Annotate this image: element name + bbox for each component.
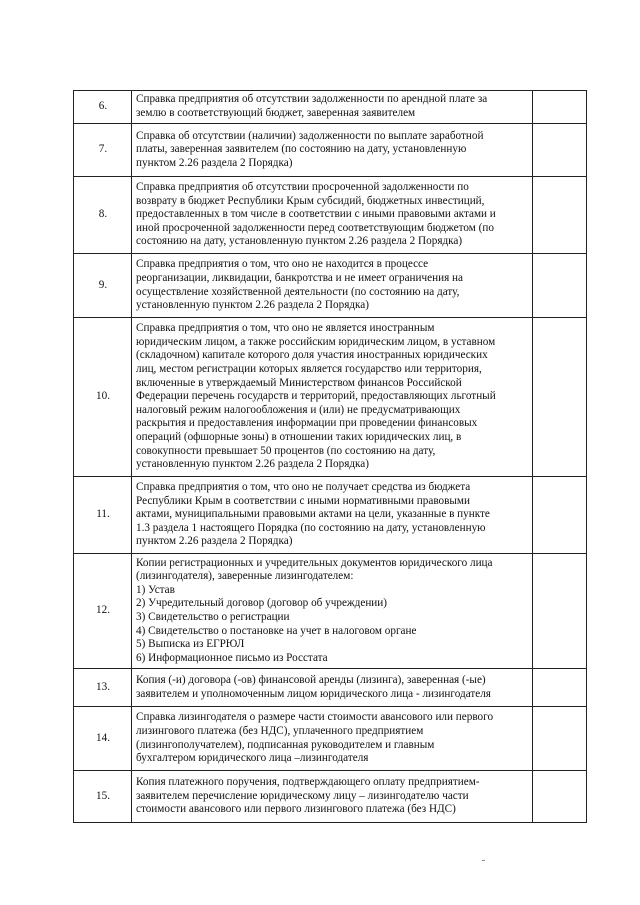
row-text-line: актами, муниципальными правовыми актами на цели, указанные в пункте xyxy=(136,508,490,521)
row-text-line: Справка предприятия о том, что оно не является иностранным xyxy=(136,322,435,335)
documents-table xyxy=(73,90,587,823)
row-text-line: Справка об отсутствии (наличии) задолженности по выплате заработной xyxy=(136,129,484,142)
table-row xyxy=(74,477,587,554)
empty-cell xyxy=(533,177,587,254)
row-text-line: лизингового платежа (без НДС), уплаченного предприятием xyxy=(136,724,424,737)
row-text-line: (складочном) капитале которого доля участия иностранных юридических xyxy=(136,349,488,362)
document-list-item: 6) Информационное письмо из Росстата xyxy=(136,651,328,664)
row-text xyxy=(132,318,533,477)
row-text-line: иной просроченной задолженности перед соответствующим бюджетом (по xyxy=(136,221,494,234)
row-text xyxy=(132,91,533,124)
table-row xyxy=(74,177,587,254)
row-text xyxy=(132,124,533,177)
document-list-item: 5) Выписка из ЕГРЮЛ xyxy=(136,638,245,651)
row-text xyxy=(132,669,533,707)
document-list-item: 3) Свидетельство о регистрации xyxy=(136,611,290,623)
row-text-line: платы, заверенная заявителем (по состоянию на дату, установленную xyxy=(136,143,467,156)
document-list-item: 4) Свидетельство о постановке на учет в налоговом органе xyxy=(136,624,417,637)
row-number: 12. xyxy=(74,554,132,669)
row-text-line: Справка предприятия об отсутствии просроченной задолженности по xyxy=(136,181,469,194)
document-list-item: 2) Учредительный договор (договор об учреждении) xyxy=(136,597,388,610)
empty-cell xyxy=(533,554,587,669)
row-text xyxy=(132,477,533,554)
row-text-line: стоимости авансового или первого лизингового платежа (без НДС) xyxy=(136,803,456,816)
table-row xyxy=(74,124,587,177)
row-text xyxy=(132,177,533,254)
row-text-line: Справка предприятия об отсутствии задолженности по арендной плате за xyxy=(136,93,488,106)
row-text-line: Копии регистрационных и учредительных документов юридического лица xyxy=(136,556,493,569)
row-text-line: установленную пунктом 2.26 раздела 2 Порядка) xyxy=(136,458,369,471)
empty-cell xyxy=(533,771,587,823)
row-text-line: реорганизации, ликвидации, банкротства и не имеет ограничения на xyxy=(136,271,463,284)
row-text-line: Справка предприятия о том, что оно не находится в процессе xyxy=(136,258,429,271)
empty-cell xyxy=(533,477,587,554)
documents-table-body xyxy=(74,91,587,823)
row-number: 6. xyxy=(74,91,132,124)
row-number: 8. xyxy=(74,177,132,254)
table-row xyxy=(74,669,587,707)
empty-cell xyxy=(533,254,587,318)
row-text-line: лиц, местом регистрации которых является государство или территория, xyxy=(136,363,482,376)
row-text-line: Копия платежного поручения, подтверждающего оплату предприятием- xyxy=(136,776,480,789)
empty-cell xyxy=(533,318,587,477)
row-text-line: Справка лизингодателя о размере части стоимости авансового или первого xyxy=(136,711,494,724)
row-text-line: налоговый режим налогообложения и (или) не предусматривающих xyxy=(136,403,461,416)
row-text-line: Федерации перечень государств и территорий, предоставляющих льготный xyxy=(136,390,496,403)
table-row xyxy=(74,91,587,124)
row-text xyxy=(132,554,533,669)
row-text-line: Справка предприятия о том, что оно не получает средства из бюджета xyxy=(136,481,471,494)
row-text-line: Копия (-и) договора (-ов) финансовой аренды (лизинга), заверенная (-ые) xyxy=(136,673,486,686)
row-text-line: совокупности превышает 50 процентов (по состоянию на дату, xyxy=(136,444,436,457)
row-text xyxy=(132,254,533,318)
row-number: 10. xyxy=(74,318,132,477)
empty-cell xyxy=(533,707,587,771)
row-text-line: возврату в бюджет Республики Крым субсидий, бюджетных инвестиций, xyxy=(136,194,485,207)
row-text-line: (лизингодателя), заверенные лизингодателем: xyxy=(136,570,354,583)
row-number: 15. xyxy=(74,771,132,823)
empty-cell xyxy=(533,124,587,177)
row-text-line: операций (офшорные зоны) в отношении таких юридических лиц, в xyxy=(136,430,462,443)
row-text-line: раскрытия и предоставления информации при проведении финансовых xyxy=(136,417,478,430)
row-text-line: землю в соответствующий бюджет, заверенная заявителем xyxy=(136,107,416,119)
row-text-line: предоставленных в том числе в соответствии с иными правовыми актами и xyxy=(136,208,496,221)
row-text-line: установленную пунктом 2.26 раздела 2 Порядка) xyxy=(136,299,369,312)
row-text xyxy=(132,771,533,823)
document-list-item: 1) Устав xyxy=(136,583,175,596)
scan-speck xyxy=(482,860,485,861)
empty-cell xyxy=(533,669,587,707)
row-text-line: осуществление хозяйственной деятельности (по состоянию на дату, xyxy=(136,285,460,298)
row-number: 7. xyxy=(74,124,132,177)
row-number: 9. xyxy=(74,254,132,318)
row-text-line: (лизингополучателем), подписанная руководителем и главным xyxy=(136,738,435,751)
table-row xyxy=(74,554,587,669)
row-number: 13. xyxy=(74,669,132,707)
table-row xyxy=(74,771,587,823)
row-text-line: заявителем перечисление юридическому лицу – лизингодателю части xyxy=(136,789,469,802)
row-text-line: бухгалтером юридического лица –лизингодателя xyxy=(136,752,369,765)
row-text-line: пунктом 2.26 раздела 2 Порядка) xyxy=(136,156,293,169)
row-text-line: 1.3 раздела 1 настоящего Порядка (по состоянию на дату, установленную xyxy=(136,521,486,534)
row-text-line: состоянию на дату, установленную пунктом 2.26 раздела 2 Порядка) xyxy=(136,235,463,248)
table-row xyxy=(74,707,587,771)
row-number: 14. xyxy=(74,707,132,771)
row-text-line: юридическим лицом, а также российским юридическим лицом, в уставном xyxy=(136,335,496,348)
row-text-line: включенные в утверждаемый Министерством финансов Российской xyxy=(136,376,462,389)
row-text-line: пунктом 2.26 раздела 2 Порядка) xyxy=(136,535,293,548)
table-row xyxy=(74,318,587,477)
row-text-line: заявителем и уполномоченным лицом юридического лица - лизингодателя xyxy=(136,687,491,700)
table-row xyxy=(74,254,587,318)
row-number: 11. xyxy=(74,477,132,554)
row-text-line: Республики Крым в соответствии с иными нормативными правовыми xyxy=(136,494,470,507)
row-text xyxy=(132,707,533,771)
empty-cell xyxy=(533,91,587,124)
